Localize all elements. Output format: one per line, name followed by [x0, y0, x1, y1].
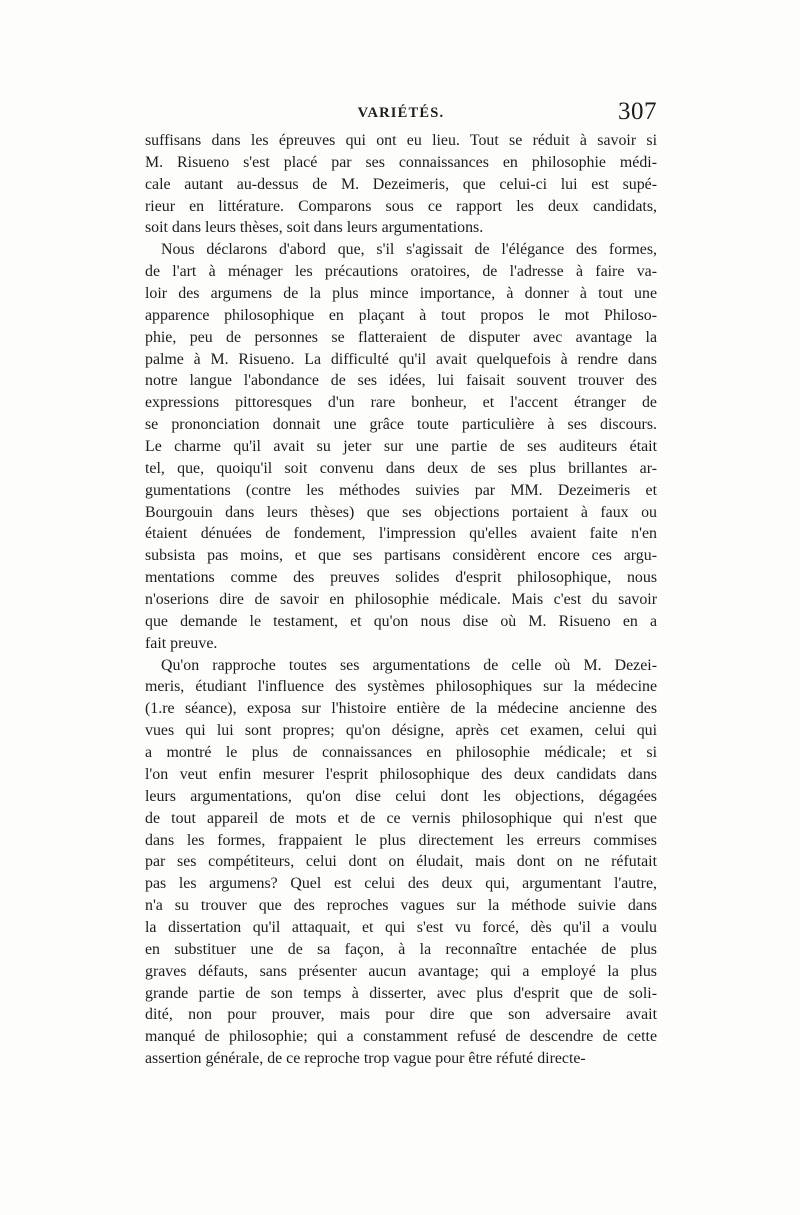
- text-line: phie, peu de personnes se flatteraient de disputer avec avantage la: [145, 328, 657, 346]
- text-line: assertion générale, de ce reproche trop vague pour être réfuté directe-: [145, 1050, 586, 1068]
- text-line: dité, non pour prouver, mais pour dire que son adversaire avait: [145, 1006, 657, 1024]
- page-header: [145, 98, 657, 129]
- text-line: cale autant au-dessus de M. Dezeimeris, que celui-ci lui est supé-: [145, 175, 657, 193]
- text-line: pas les argumens? Quel est celui des deux qui, argumentant l'autre,: [145, 875, 657, 893]
- paragraph: [145, 655, 657, 1070]
- text-line: Bourgouin dans leurs thèses) que ses objections portaient à faux ou: [145, 503, 657, 521]
- text-line: mentations comme des preuves solides d'esprit philosophique, nous: [145, 569, 657, 587]
- text-line: vues qui lui sont propres; qu'on désigne, après cet examen, celui qui: [145, 722, 657, 740]
- text-line: que demande le testament, et qu'on nous dise où M. Risueno en a: [145, 612, 657, 630]
- text-line: se prononciation donnait une grâce toute particulière à ses discours.: [145, 416, 657, 434]
- text-line: l'on veut enfin mesurer l'esprit philosophique des deux candidats dans: [145, 765, 657, 783]
- text-line: grande partie de son temps à disserter, avec plus d'esprit que de soli-: [145, 984, 657, 1002]
- paragraph: [145, 239, 657, 654]
- text-line: loir des argumens de la plus mince importance, à donner à tout une: [145, 285, 657, 303]
- text-line: expressions pittoresques d'un rare bonheur, et l'accent étranger de: [145, 394, 657, 412]
- text-line: par ses compétiteurs, celui dont on éludait, mais dont on ne réfutait: [145, 853, 657, 871]
- text-line: Le charme qu'il avait su jeter sur une partie de ses auditeurs était: [145, 438, 657, 456]
- text-line: graves défauts, sans présenter aucun avantage; qui a employé la plus: [145, 962, 657, 980]
- text-line: de l'art à ménager les précautions oratoires, de l'adresse à faire va-: [145, 263, 657, 281]
- text-line: notre langue l'abondance de ses idées, lui faisait souvent trouver des: [145, 372, 657, 390]
- text-line: subsista pas moins, et que ses partisans considèrent encore ces argu-: [145, 547, 657, 565]
- text-line: Nous déclarons d'abord que, s'il s'agissait de l'élégance des formes,: [161, 241, 657, 259]
- text-line: de tout appareil de mots et de ce vernis philosophique qui n'est que: [145, 809, 657, 827]
- text-line: gumentations (contre les méthodes suivies par MM. Dezeimeris et: [145, 481, 657, 499]
- text-line: apparence philosophique en plaçant à tout propos le mot Philoso-: [145, 306, 657, 324]
- paragraph: [145, 130, 657, 239]
- text-line: M. Risueno s'est placé par ses connaissances en philosophie médi-: [145, 153, 657, 171]
- text-line: en substituer une de sa façon, à la reconnaître entachée de plus: [145, 940, 657, 958]
- text-line: (1.re séance), exposa sur l'histoire entière de la médecine ancienne des: [145, 700, 657, 718]
- text-line: manqué de philosophie; qui a constamment refusé de descendre de cette: [145, 1028, 657, 1046]
- text-line: Qu'on rapproche toutes ses argumentations de celle où M. Dezei-: [161, 656, 657, 674]
- text-line: dans les formes, frappaient le plus directement les erreurs commises: [145, 831, 657, 849]
- text-line: soit dans leurs thèses, soit dans leurs argumentations.: [145, 219, 484, 237]
- text-line: a montré le plus de connaissances en philosophie médicale; et si: [145, 744, 657, 762]
- text-line: leurs argumentations, qu'on dise celui dont les objections, dégagées: [145, 787, 657, 805]
- text-line: meris, étudiant l'influence des systèmes philosophiques sur la médecine: [145, 678, 657, 696]
- text-line: n'a su trouver que des reproches vagues sur la méthode suivie dans: [145, 897, 657, 915]
- text-line: rieur en littérature. Comparons sous ce rapport les deux candidats,: [145, 197, 657, 215]
- text-line: la dissertation qu'il attaquait, et qui s'est vu forcé, dès qu'il a voulu: [145, 918, 657, 936]
- running-head: VARIÉTÉS.: [357, 105, 445, 121]
- text-line: tel, que, quoiqu'il soit convenu dans deux de ses plus brillantes ar-: [145, 459, 657, 477]
- text-line: palme à M. Risueno. La difficulté qu'il avait quelquefois à rendre dans: [145, 350, 657, 368]
- text-line: étaient dénuées de fondement, l'impression qu'elles avaient faite n'en: [145, 525, 657, 543]
- page-number: 307: [618, 98, 657, 125]
- text-line: suffisans dans les épreuves qui ont eu lieu. Tout se réduit à savoir si: [145, 132, 657, 149]
- page-body: [145, 130, 657, 1070]
- text-line: fait preuve.: [145, 634, 218, 652]
- text-line: n'oserions dire de savoir en philosophie médicale. Mais c'est du savoir: [145, 591, 657, 609]
